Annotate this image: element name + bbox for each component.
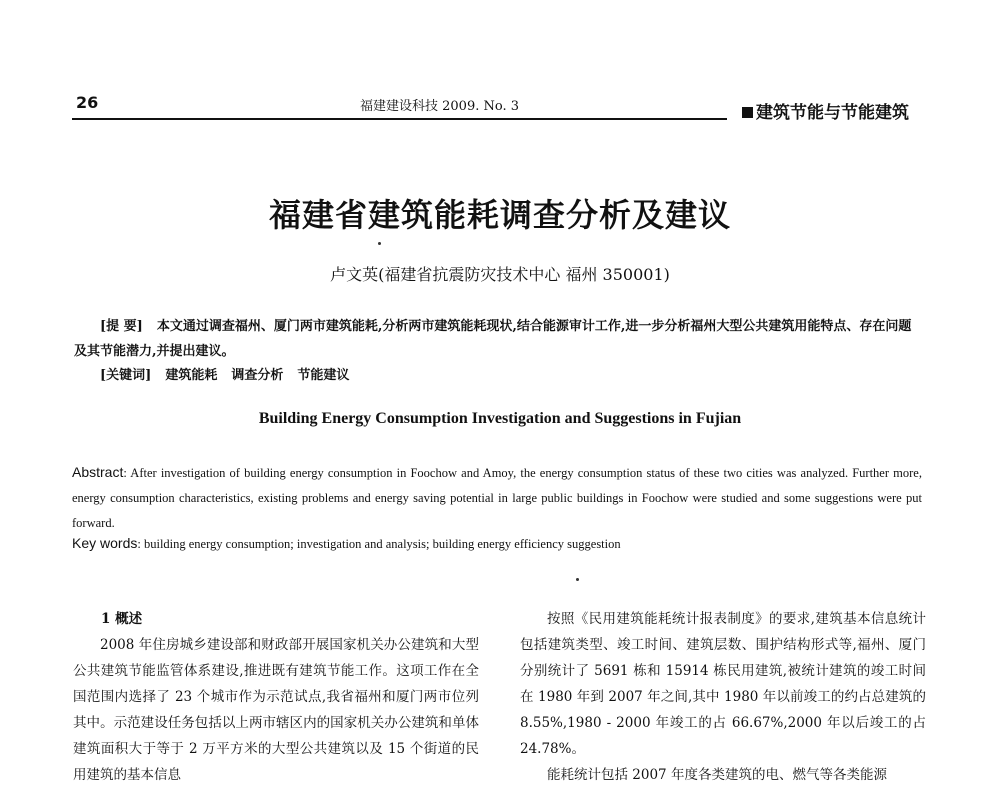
page-number: 26 <box>76 93 99 112</box>
dot-mark <box>576 578 579 581</box>
english-title: Building Energy Consumption Investigation and Suggestions in Fujian <box>258 410 742 427</box>
keyword-cn: 建筑能耗 <box>165 368 218 383</box>
article-title: 福建省建筑能耗调查分析及建议 <box>268 196 731 234</box>
keywords-en: Key words: building energy consumption; investigation and analysis; building energy efficiency suggestion <box>72 535 621 551</box>
body-paragraph: 按照《民用建筑能耗统计报表制度》的要求,建筑基本信息统计包括建筑类型、竣工时间、建筑层数、围护结构形式等,福州、厦门分别统计了 5691 栋和 15914 栋民用建筑,被统计建筑的竣工时间在 1980 年到 2007 年之间,其中 1980 年以前竣工的约占总建筑的 8.55%,1980 - 2000 年竣工的占 66.67%,2000 年以后竣工的占 24.78%。 <box>520 611 926 757</box>
keyword-cn: 节能建议 <box>297 368 350 383</box>
section-tag-label: 建筑节能与节能建筑 <box>756 103 909 123</box>
keywords-cn-label: [关键词] <box>100 368 152 383</box>
abstract-en-text: After investigation of building energy consumption in Foochow and Amoy, the energy consumption status of these two cities was analyzed. Further more, energy consumption characteristics, existing problems and energy saving potential in large public buildings in Foochow were studied and some suggestions were put forward. <box>72 466 922 530</box>
body-left-column <box>73 606 479 788</box>
body-paragraph: 2008 年住房城乡建设部和财政部开展国家机关办公建筑和大型公共建筑节能监管体系建设,推进既有建筑节能工作。这项工作在全国范围内选择了 23 个城市作为示范试点,我省福州和厦门两市位列其中。示范建设任务包括以上两市辖区内的国家机关办公建筑和单体建筑面积大于等于 2 万平方米的大型公共建筑以及 15 个街道的民用建筑的基本信息 <box>73 637 479 783</box>
keywords-en-text: building energy consumption; investigation and analysis; building energy efficiency suggestion <box>143 537 621 551</box>
dot-mark <box>378 242 381 245</box>
journal-name: 福建建设科技 2009. No. 3 <box>360 99 519 114</box>
keyword-cn: 调查分析 <box>231 368 284 383</box>
section-tag <box>742 98 909 123</box>
keywords-cn <box>100 364 363 383</box>
square-bullet-icon <box>742 107 753 118</box>
header-rule <box>72 118 727 120</box>
body-right-column <box>520 606 926 788</box>
section-heading: 1 概述 <box>101 611 143 627</box>
abstract-en: Abstract: After investigation of building energy consumption in Foochow and Amoy, the energy consumption status of these two cities was analyzed. Further more, energy consumption characteristics, existing problems and energy saving potential in large public buildings in Foochow were studied and some suggestions were put forward. <box>72 464 922 530</box>
abstract-cn-text: 本文通过调查福州、厦门两市建筑能耗,分析两市建筑能耗现状,结合能源审计工作,进一步分析福州大型公共建筑用能特点、存在问题及其节能潜力,并提出建议。 <box>74 319 912 359</box>
keywords-en-label: Key words <box>72 535 138 551</box>
abstract-cn <box>74 314 924 364</box>
abstract-en-label: Abstract <box>72 464 124 480</box>
body-paragraph: 能耗统计包括 2007 年度各类建筑的电、燃气等各类能源 <box>547 767 887 783</box>
author-line: 卢文英(福建省抗震防灾技术中心 福州 350001) <box>330 265 670 284</box>
abstract-cn-label: [提 要] <box>100 319 143 334</box>
